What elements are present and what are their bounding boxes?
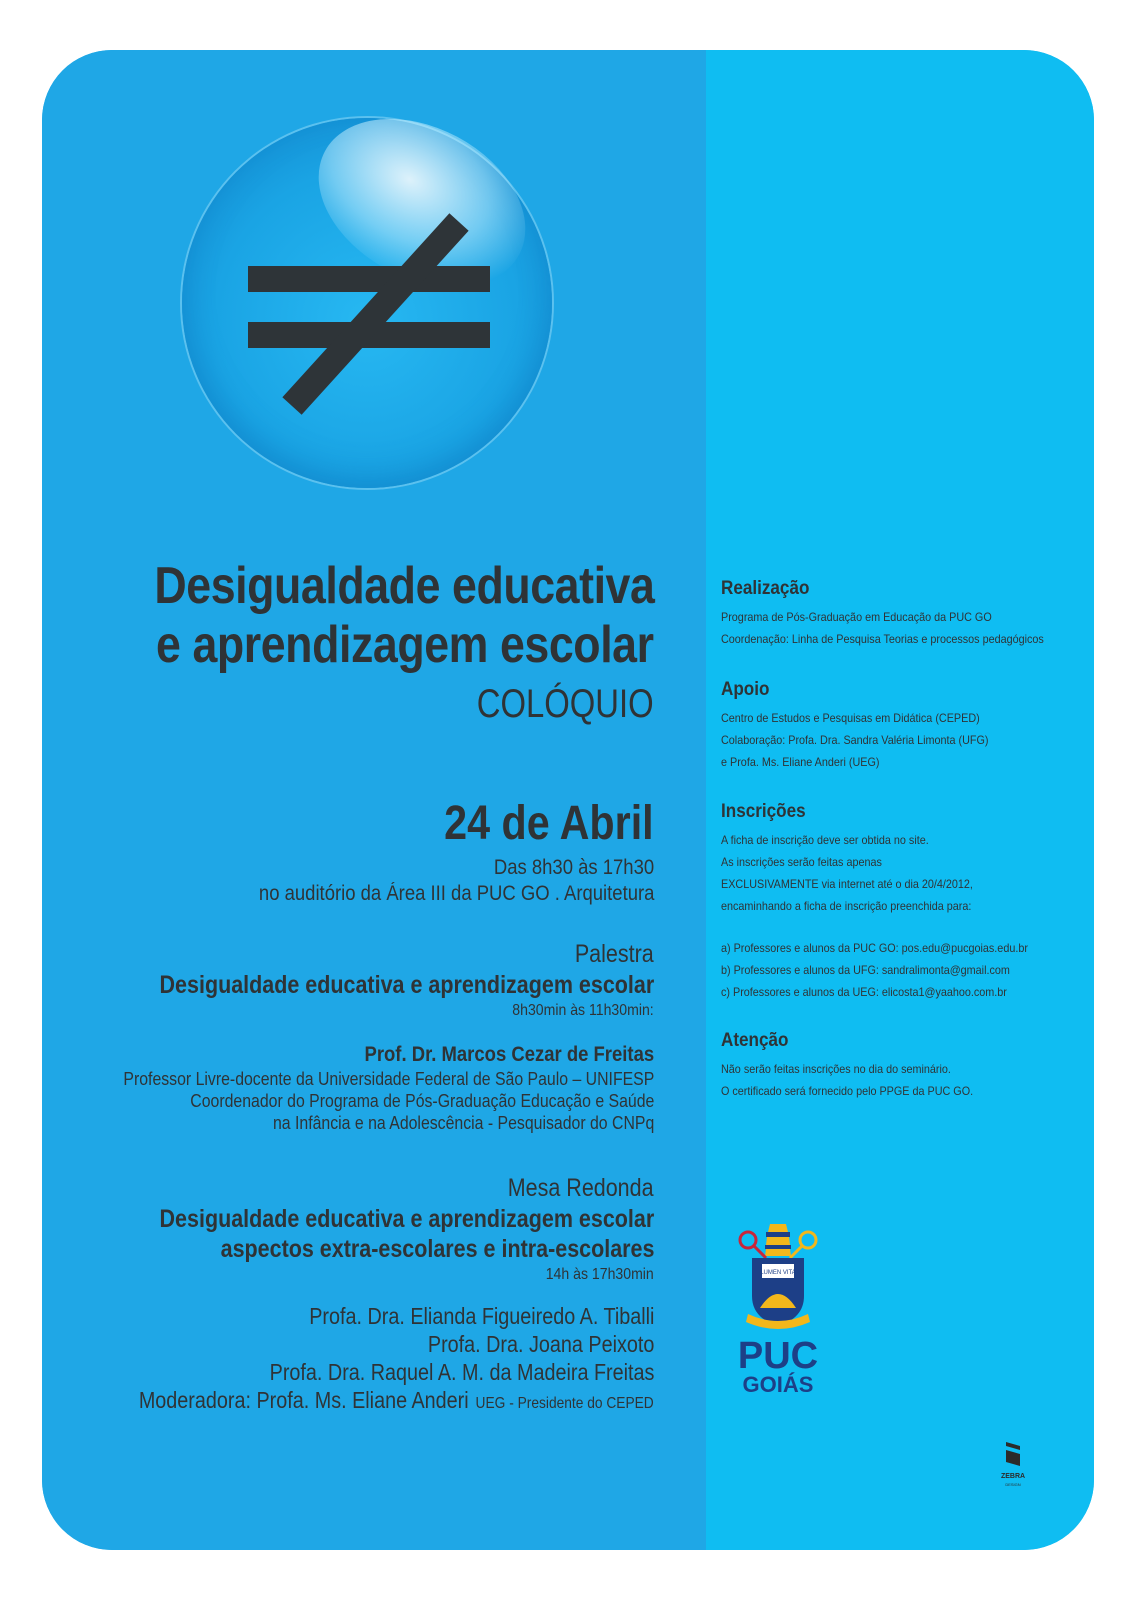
zebra-design-logo: [998, 1438, 1028, 1492]
speaker-bio-line: Professor Livre-docente da Universidade Federal de São Paulo – UNIFESP: [123, 1069, 654, 1089]
event-date: 24 de Abril: [444, 797, 654, 850]
moderator-note: UEG - Presidente do CEPED: [475, 1395, 654, 1412]
moderator-line: [139, 1387, 654, 1414]
inscricoes-line: encaminhando a ficha de inscrição preenchida para:: [721, 899, 972, 913]
mesa-time: 14h às 17h30min: [545, 1266, 654, 1283]
apoio-heading: Apoio: [721, 679, 770, 700]
speaker-bio-line: Coordenador do Programa de Pós-Graduação Educação e Saúde: [189, 1091, 654, 1111]
atencao-line: O certificado será fornecido pelo PPGE da PUC GO.: [721, 1084, 974, 1098]
puc-goias-logo: [730, 1218, 826, 1398]
apoio-line: e Profa. Ms. Eliane Anderi (UEG): [721, 755, 880, 769]
shield-motto: LUMEN VITA: [760, 1270, 796, 1276]
realizacao-line: Programa de Pós-Graduação em Educação da PUC GO: [721, 610, 992, 624]
apoio-line: Centro de Estudos e Pesquisas em Didática (CEPED): [721, 711, 980, 725]
event-type: COLÓQUIO: [477, 682, 654, 726]
main-title-line1: Desigualdade educativa: [153, 557, 654, 615]
contact-line: c) Professores e alunos da UEG: elicosta1@yaahoo.com.br: [721, 985, 1007, 999]
apoio-line: Colaboração: Profa. Dra. Sandra Valéria Limonta (UFG): [721, 733, 989, 747]
mesa-title-line2: aspectos extra-escolares e intra-escolares: [220, 1235, 654, 1263]
event-hours: Das 8h30 às 17h30: [493, 856, 654, 879]
event-location: no auditório da Área III da PUC GO . Arquitetura: [258, 882, 654, 905]
inscricoes-heading: Inscrições: [721, 801, 806, 822]
atencao-line: Não serão feitas inscrições no dia do seminário.: [721, 1062, 951, 1076]
mesa-label: Mesa Redonda: [508, 1174, 654, 1202]
palestra-title: Desigualdade educativa e aprendizagem escolar: [159, 971, 654, 999]
main-title-line2: e aprendizagem escolar: [156, 616, 654, 674]
atencao-heading: Atenção: [721, 1030, 789, 1051]
palestra-time: 8h30min às 11h30min:: [512, 1002, 654, 1019]
realizacao-line: Coordenação: Linha de Pesquisa Teorias e processos pedagógicos: [721, 632, 1044, 646]
moderator-name: Moderadora: Profa. Ms. Eliane Anderi: [139, 1387, 469, 1413]
logo-puc: PUC: [737, 1335, 819, 1377]
inscricoes-line: EXCLUSIVAMENTE via internet até o dia 20/4/2012,: [721, 877, 973, 891]
panelist: Profa. Dra. Elianda Figueiredo A. Tiballi: [308, 1303, 654, 1329]
not-equal-icon: [244, 208, 494, 428]
contact-line: b) Professores e alunos da UFG: sandralimonta@gmail.com: [721, 963, 1010, 977]
inscricoes-line: As inscrições serão feitas apenas: [721, 855, 882, 869]
zebra-brand: ZEBRA: [1000, 1473, 1026, 1480]
speaker-name: Prof. Dr. Marcos Cezar de Freitas: [364, 1043, 654, 1066]
contact-line: a) Professores e alunos da PUC GO: pos.edu@pucgoias.edu.br: [721, 941, 1028, 955]
glossy-sphere: [182, 118, 552, 488]
mesa-title-line1: Desigualdade educativa e aprendizagem escolar: [159, 1205, 654, 1233]
panelist: Profa. Dra. Raquel A. M. da Madeira Freitas: [269, 1359, 654, 1385]
zebra-brand-sub: DESIGN: [1005, 1482, 1021, 1487]
speaker-bio-line: na Infância e na Adolescência - Pesquisador do CNPq: [272, 1113, 654, 1133]
poster: [42, 50, 1094, 1550]
palestra-label: Palestra: [575, 940, 654, 968]
realizacao-heading: Realização: [721, 578, 810, 599]
panelist: Profa. Dra. Joana Peixoto: [427, 1331, 654, 1357]
logo-goias: GOIÁS: [742, 1372, 814, 1397]
inscricoes-line: A ficha de inscrição deve ser obtida no site.: [721, 833, 929, 847]
